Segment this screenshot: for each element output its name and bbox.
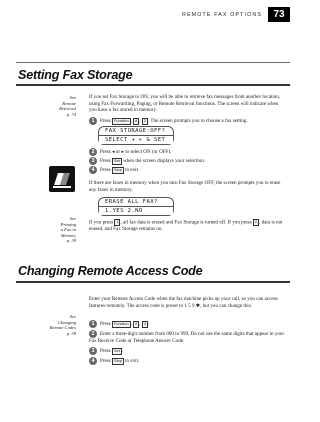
remote-access-step-2: 2 Enter a three-digit number from 000 to 999. Do not use the same digits that appear in your Fax Receive Code or Telephone Answer Code.: [89, 331, 285, 344]
key-8: 8: [135, 118, 138, 123]
key-3: 3: [143, 321, 146, 326]
key-8: 8: [135, 321, 138, 326]
lcd-erase-all-fax: ERASE ALL FAX? 1.YES 2.NO: [98, 197, 174, 216]
section-title-fax-storage: Setting Fax Storage: [18, 68, 133, 82]
fax-storage-step-4: 4 Press Stop to exit.: [89, 166, 287, 174]
running-header: REMOTE FAX OPTIONS: [182, 12, 262, 18]
set-key: Set: [114, 348, 120, 353]
fax-document-icon: [48, 165, 76, 193]
key-1: 1: [116, 220, 119, 224]
erase-prompt-text: If there are faxes in memory when you turn Fax Storage OFF, the screen prompts you to erase any faxes in memory.: [89, 180, 281, 193]
key-2: 2: [143, 118, 146, 123]
fax-storage-step-1: 1 Press Function , 8 , 2 . The screen prompts you to choose a fax setting.: [89, 117, 287, 125]
see-note-remote-retrieval: See Remote Retrieval p. 74: [59, 95, 76, 117]
function-key: Function: [114, 321, 129, 326]
erase-choice-text: If you press 1 , all fax data is erased and Fax Storage is turned off. If you press 2 , data is not erased, and Fax Storage remains on.: [89, 219, 283, 233]
page-number: 73: [268, 7, 290, 22]
top-rule: [16, 62, 290, 63]
lcd-line-1: FAX STORAGE:OFF?: [99, 127, 173, 136]
remote-access-intro: Enter your Remote Access Code when the fax machine picks up your call, so you can access features remotely. The access code is preset to 1 5 9 ✱, but you can change this.: [89, 296, 278, 309]
stop-key: Stop: [114, 167, 122, 172]
remote-access-step-1: 1 Press Function , 8 , 3 .: [89, 320, 287, 328]
fax-storage-step-2: 2 Press ◂ or ▸ to select ON (or OFF).: [89, 148, 287, 156]
key-2: 2: [254, 220, 258, 224]
section-rule-1: [16, 84, 290, 86]
remote-access-step-3: 3 Press Set .: [89, 347, 287, 355]
lcd-fax-storage: [98, 126, 174, 145]
section-rule-2: [16, 281, 290, 283]
fax-storage-intro: If you set Fax Storage to ON, you will be able to retrieve fax messages from another location, using Fax Forwarding, Paging, or Remote Retrieval functions. The screen will indicate when you have a fax stored in memory.: [89, 94, 281, 114]
lcd-line-2: SELECT ◂ ▸ & SET: [99, 136, 173, 144]
section-title-remote-access-code: Changing Remote Access Code: [18, 264, 203, 278]
set-key: Set: [114, 158, 120, 163]
fax-storage-step-3: 3 Press Set when the screen displays your selection.: [89, 157, 287, 165]
see-note-changing-remote-codes: See Changing Remote Codes p. 39: [49, 314, 76, 336]
step-number-1: 1: [89, 117, 97, 125]
see-note-printing-fax: See Printing a Fax in Memory p. 39: [60, 216, 76, 244]
remote-access-step-4: 4 Press Stop to exit.: [89, 357, 287, 365]
stop-key: Stop: [114, 358, 122, 363]
function-key: Function: [114, 118, 129, 123]
